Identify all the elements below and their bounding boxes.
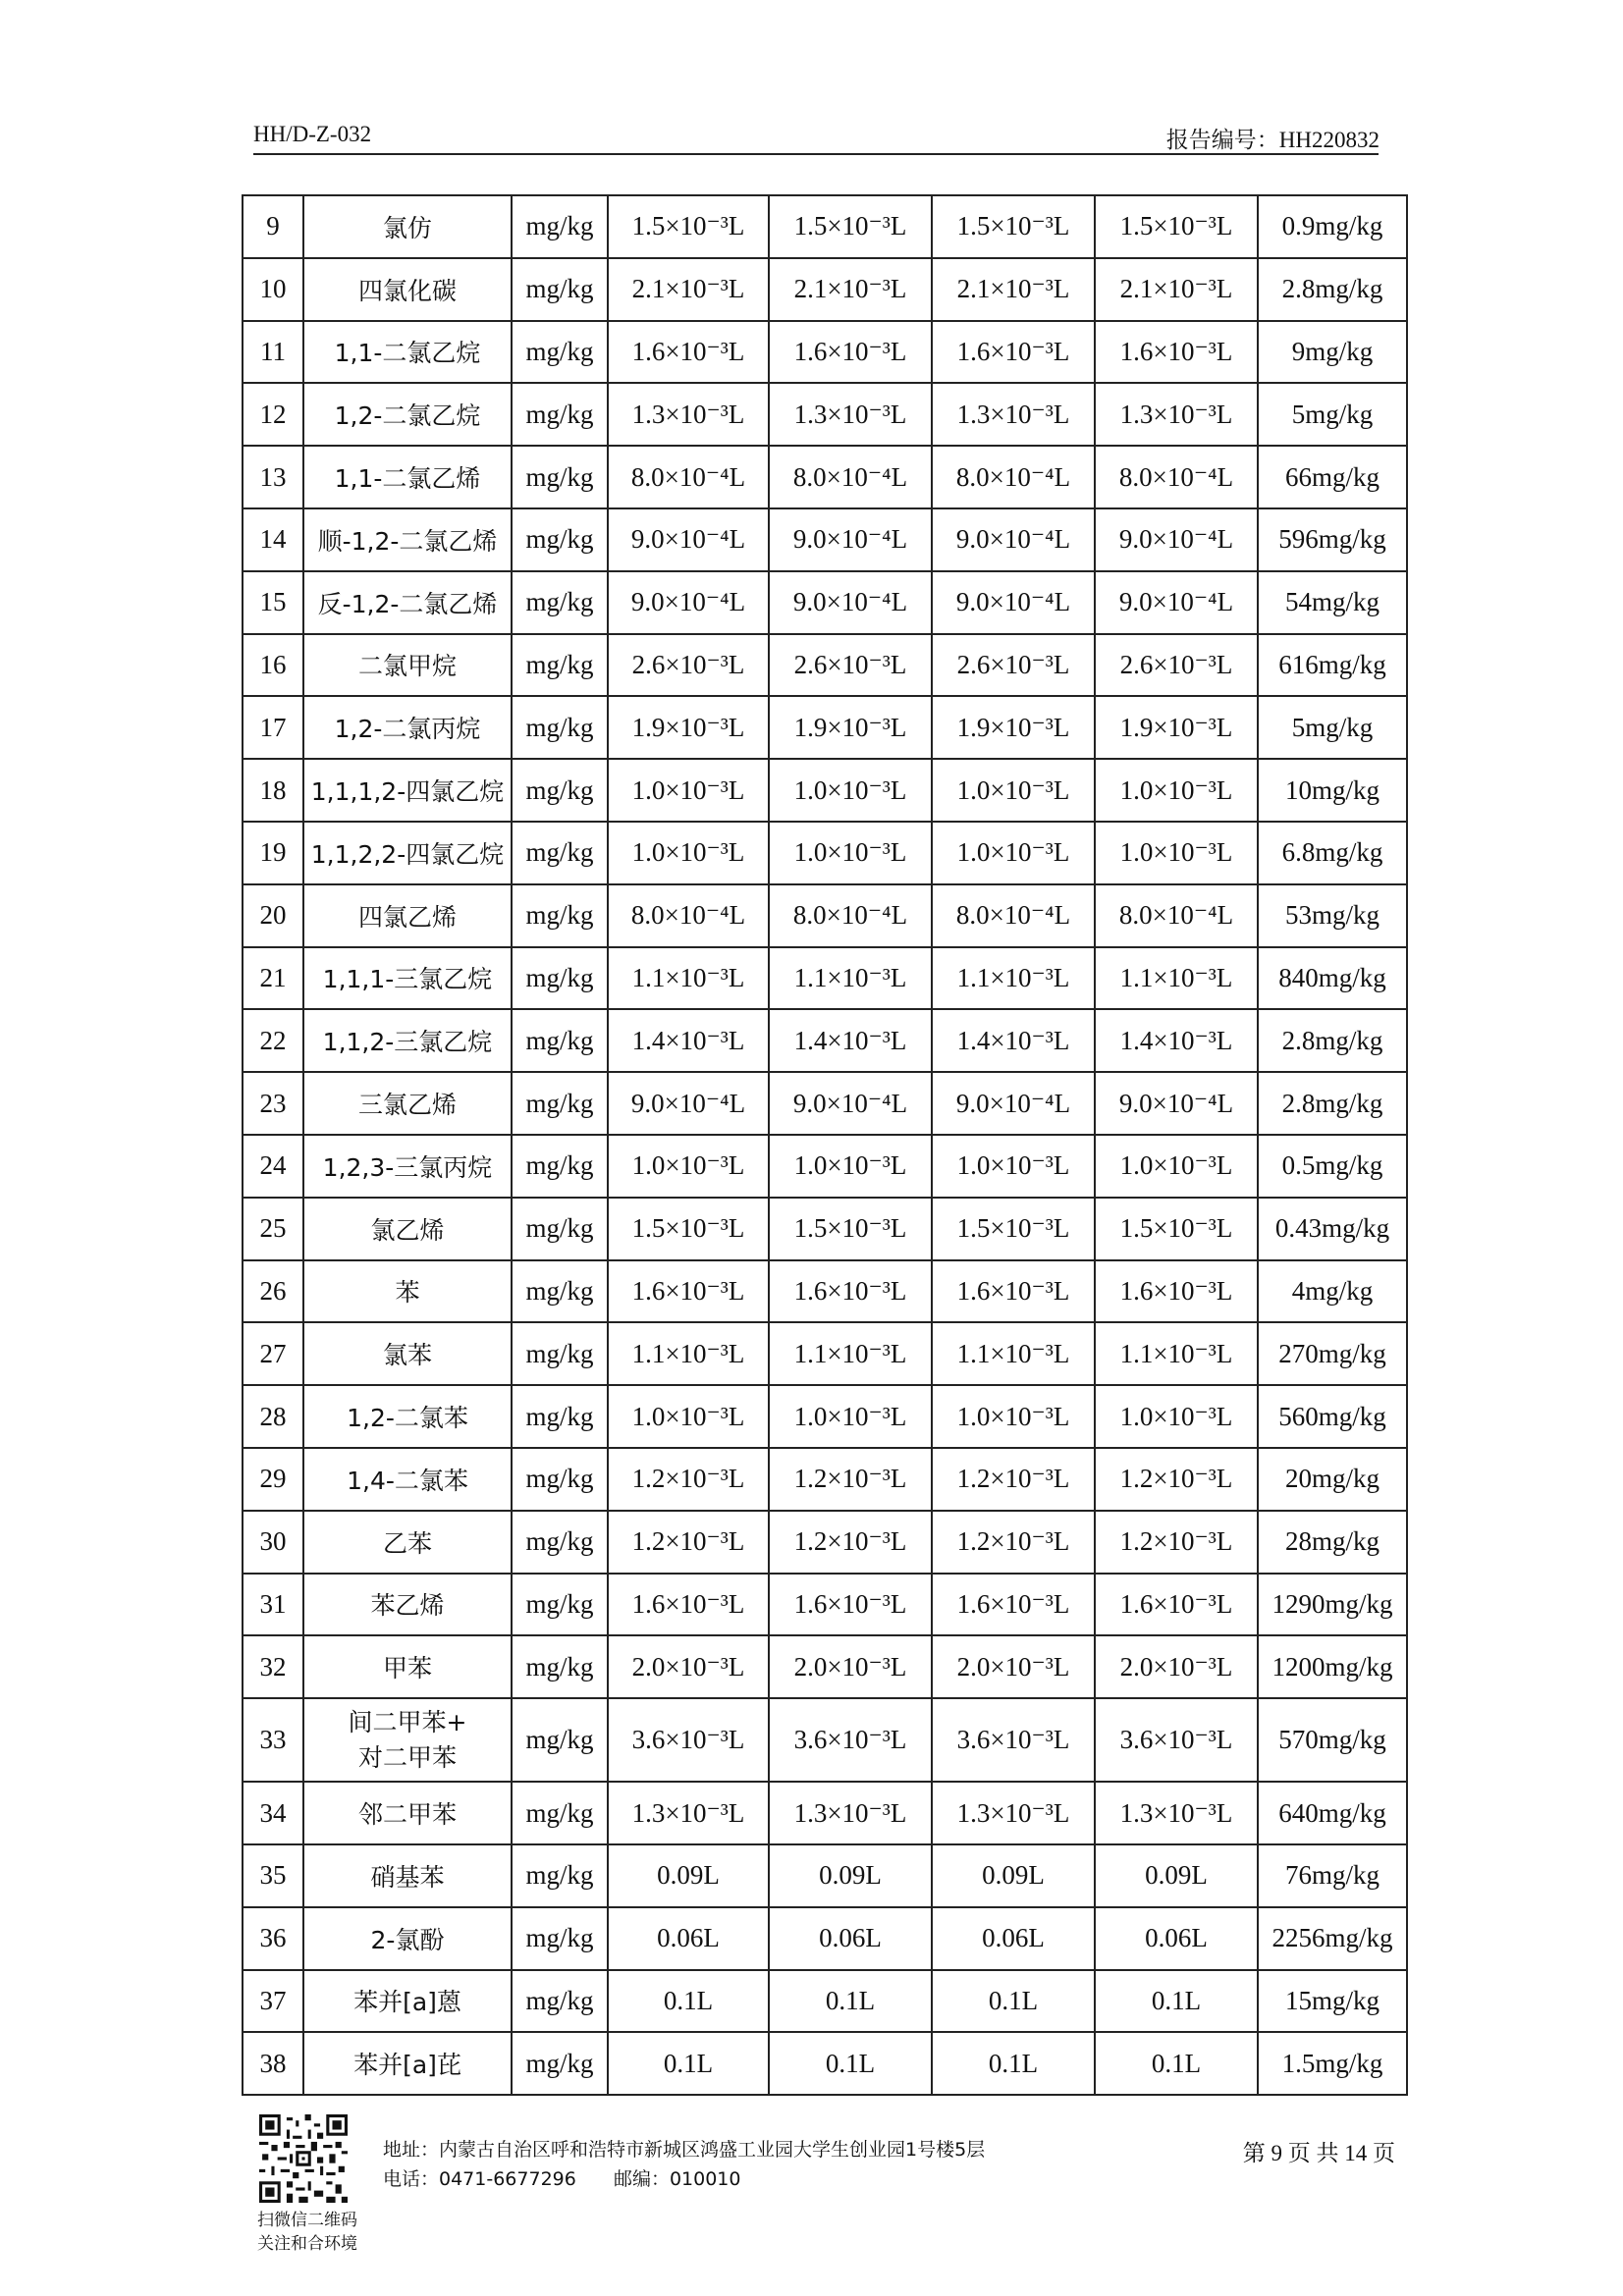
screening-limit-cell: 5mg/kg xyxy=(1258,696,1407,759)
pollutant-name-cell: 邻二甲苯 xyxy=(303,1782,512,1844)
result-4-cell: 1.0×10⁻³L xyxy=(1095,759,1258,822)
row-number-cell: 25 xyxy=(243,1198,303,1260)
result-3-cell: 1.3×10⁻³L xyxy=(932,383,1095,446)
table-body xyxy=(243,195,1407,2095)
screening-limit-cell: 570mg/kg xyxy=(1258,1698,1407,1782)
row-number-cell: 22 xyxy=(243,1009,303,1072)
result-4-cell: 1.2×10⁻³L xyxy=(1095,1511,1258,1574)
result-3-cell: 1.6×10⁻³L xyxy=(932,1574,1095,1636)
table-row xyxy=(243,1135,1407,1198)
row-number-cell: 28 xyxy=(243,1385,303,1448)
result-4-cell: 8.0×10⁻⁴L xyxy=(1095,446,1258,508)
result-3-cell: 1.3×10⁻³L xyxy=(932,1782,1095,1844)
result-4-cell: 9.0×10⁻⁴L xyxy=(1095,571,1258,634)
result-1-cell: 0.1L xyxy=(608,1970,769,2033)
result-2-cell: 1.0×10⁻³L xyxy=(769,822,932,884)
pollutant-name-cell: 甲苯 xyxy=(303,1635,512,1698)
result-3-cell: 9.0×10⁻⁴L xyxy=(932,1072,1095,1135)
pollutant-name-cell: 硝基苯 xyxy=(303,1844,512,1907)
screening-limit-cell: 640mg/kg xyxy=(1258,1782,1407,1844)
result-1-cell: 1.2×10⁻³L xyxy=(608,1448,769,1511)
result-2-cell: 8.0×10⁻⁴L xyxy=(769,884,932,947)
screening-limit-cell: 616mg/kg xyxy=(1258,634,1407,697)
result-3-cell: 1.5×10⁻³L xyxy=(932,195,1095,258)
result-2-cell: 1.6×10⁻³L xyxy=(769,321,932,384)
table-row xyxy=(243,258,1407,321)
result-4-cell: 9.0×10⁻⁴L xyxy=(1095,508,1258,571)
result-4-cell: 1.5×10⁻³L xyxy=(1095,195,1258,258)
row-number-cell: 18 xyxy=(243,759,303,822)
result-1-cell: 8.0×10⁻⁴L xyxy=(608,884,769,947)
pollutant-name-cell: 氯苯 xyxy=(303,1322,512,1385)
table-row xyxy=(243,1844,1407,1907)
qr-caption-line-1: 扫微信二维码 xyxy=(257,2211,357,2230)
table-row xyxy=(243,1385,1407,1448)
result-3-cell: 1.6×10⁻³L xyxy=(932,1260,1095,1323)
table-row xyxy=(243,634,1407,697)
pollutant-name-cell: 1,1-二氯乙烯 xyxy=(303,446,512,508)
result-4-cell: 1.4×10⁻³L xyxy=(1095,1009,1258,1072)
table-row xyxy=(243,1009,1407,1072)
result-2-cell: 2.1×10⁻³L xyxy=(769,258,932,321)
table-row xyxy=(243,383,1407,446)
result-2-cell: 1.3×10⁻³L xyxy=(769,383,932,446)
result-4-cell: 1.0×10⁻³L xyxy=(1095,1385,1258,1448)
result-1-cell: 1.3×10⁻³L xyxy=(608,383,769,446)
result-1-cell: 1.3×10⁻³L xyxy=(608,1782,769,1844)
pollutant-name-cell: 乙苯 xyxy=(303,1511,512,1574)
row-number-cell: 24 xyxy=(243,1135,303,1198)
unit-cell: mg/kg xyxy=(512,1009,608,1072)
result-3-cell: 1.6×10⁻³L xyxy=(932,321,1095,384)
screening-limit-cell: 2.8mg/kg xyxy=(1258,1009,1407,1072)
result-4-cell: 1.6×10⁻³L xyxy=(1095,321,1258,384)
result-4-cell: 1.3×10⁻³L xyxy=(1095,1782,1258,1844)
pollutant-name-cell: 苯并[a]蒽 xyxy=(303,1970,512,2033)
unit-cell: mg/kg xyxy=(512,1698,608,1782)
screening-limit-cell: 1290mg/kg xyxy=(1258,1574,1407,1636)
unit-cell: mg/kg xyxy=(512,822,608,884)
pollutant-name-cell: 苯 xyxy=(303,1260,512,1323)
table-row xyxy=(243,1448,1407,1511)
result-3-cell: 0.06L xyxy=(932,1907,1095,1970)
result-1-cell: 0.1L xyxy=(608,2032,769,2095)
footer-contact xyxy=(383,2135,985,2194)
unit-cell: mg/kg xyxy=(512,1907,608,1970)
row-number-cell: 19 xyxy=(243,822,303,884)
result-1-cell: 1.0×10⁻³L xyxy=(608,1135,769,1198)
screening-limit-cell: 10mg/kg xyxy=(1258,759,1407,822)
row-number-cell: 17 xyxy=(243,696,303,759)
result-3-cell: 3.6×10⁻³L xyxy=(932,1698,1095,1782)
result-3-cell: 8.0×10⁻⁴L xyxy=(932,446,1095,508)
result-3-cell: 1.5×10⁻³L xyxy=(932,1198,1095,1260)
unit-cell: mg/kg xyxy=(512,258,608,321)
result-2-cell: 1.5×10⁻³L xyxy=(769,1198,932,1260)
table-row xyxy=(243,1072,1407,1135)
result-1-cell: 2.1×10⁻³L xyxy=(608,258,769,321)
screening-limit-cell: 20mg/kg xyxy=(1258,1448,1407,1511)
result-3-cell: 1.0×10⁻³L xyxy=(932,1385,1095,1448)
result-4-cell: 3.6×10⁻³L xyxy=(1095,1698,1258,1782)
result-3-cell: 0.1L xyxy=(932,2032,1095,2095)
result-2-cell: 1.0×10⁻³L xyxy=(769,1385,932,1448)
row-number-cell: 26 xyxy=(243,1260,303,1323)
screening-limit-cell: 0.9mg/kg xyxy=(1258,195,1407,258)
result-1-cell: 9.0×10⁻⁴L xyxy=(608,508,769,571)
result-3-cell: 1.1×10⁻³L xyxy=(932,1322,1095,1385)
unit-cell: mg/kg xyxy=(512,1844,608,1907)
row-number-cell: 23 xyxy=(243,1072,303,1135)
table-row xyxy=(243,321,1407,384)
result-1-cell: 1.5×10⁻³L xyxy=(608,1198,769,1260)
result-2-cell: 3.6×10⁻³L xyxy=(769,1698,932,1782)
footer-address: 地址：内蒙古自治区呼和浩特市新城区鸿盛工业园大学生创业园1号楼5层 xyxy=(383,2139,986,2161)
screening-limit-cell: 560mg/kg xyxy=(1258,1385,1407,1448)
unit-cell: mg/kg xyxy=(512,1322,608,1385)
row-number-cell: 21 xyxy=(243,947,303,1010)
unit-cell: mg/kg xyxy=(512,321,608,384)
table-row xyxy=(243,195,1407,258)
result-1-cell: 2.0×10⁻³L xyxy=(608,1635,769,1698)
screening-limit-cell: 4mg/kg xyxy=(1258,1260,1407,1323)
result-2-cell: 1.4×10⁻³L xyxy=(769,1009,932,1072)
row-number-cell: 11 xyxy=(243,321,303,384)
result-2-cell: 1.9×10⁻³L xyxy=(769,696,932,759)
header-rule xyxy=(253,153,1379,155)
result-3-cell: 2.0×10⁻³L xyxy=(932,1635,1095,1698)
result-4-cell: 1.5×10⁻³L xyxy=(1095,1198,1258,1260)
pollutant-name-cell: 二氯甲烷 xyxy=(303,634,512,697)
row-number-cell: 29 xyxy=(243,1448,303,1511)
result-2-cell: 9.0×10⁻⁴L xyxy=(769,1072,932,1135)
result-1-cell: 8.0×10⁻⁴L xyxy=(608,446,769,508)
result-4-cell: 0.09L xyxy=(1095,1844,1258,1907)
result-1-cell: 1.6×10⁻³L xyxy=(608,1574,769,1636)
pollutant-name-cell xyxy=(303,1698,512,1782)
screening-limit-cell: 66mg/kg xyxy=(1258,446,1407,508)
screening-limit-cell: 0.5mg/kg xyxy=(1258,1135,1407,1198)
table-row xyxy=(243,508,1407,571)
pollutant-name-cell: 1,1,2,2-四氯乙烷 xyxy=(303,822,512,884)
row-number-cell: 9 xyxy=(243,195,303,258)
row-number-cell: 35 xyxy=(243,1844,303,1907)
table-row xyxy=(243,1574,1407,1636)
pollutant-name-cell: 1,1-二氯乙烷 xyxy=(303,321,512,384)
result-2-cell: 0.06L xyxy=(769,1907,932,1970)
result-2-cell: 1.2×10⁻³L xyxy=(769,1511,932,1574)
unit-cell: mg/kg xyxy=(512,1574,608,1636)
screening-limit-cell: 596mg/kg xyxy=(1258,508,1407,571)
screening-limit-cell: 15mg/kg xyxy=(1258,1970,1407,2033)
result-3-cell: 0.09L xyxy=(932,1844,1095,1907)
result-3-cell: 1.0×10⁻³L xyxy=(932,822,1095,884)
unit-cell: mg/kg xyxy=(512,1448,608,1511)
unit-cell: mg/kg xyxy=(512,1511,608,1574)
table-row xyxy=(243,2032,1407,2095)
pollutant-name-cell: 苯并[a]芘 xyxy=(303,2032,512,2095)
result-4-cell: 0.1L xyxy=(1095,1970,1258,2033)
pollutant-name-cell: 四氯乙烯 xyxy=(303,884,512,947)
row-number-cell: 27 xyxy=(243,1322,303,1385)
result-1-cell: 9.0×10⁻⁴L xyxy=(608,1072,769,1135)
result-3-cell: 1.4×10⁻³L xyxy=(932,1009,1095,1072)
row-number-cell: 31 xyxy=(243,1574,303,1636)
table-row xyxy=(243,1782,1407,1844)
unit-cell: mg/kg xyxy=(512,759,608,822)
header-doc-code: HH/D-Z-032 xyxy=(253,122,372,146)
result-1-cell: 0.06L xyxy=(608,1907,769,1970)
result-4-cell: 8.0×10⁻⁴L xyxy=(1095,884,1258,947)
row-number-cell: 16 xyxy=(243,634,303,697)
row-number-cell: 10 xyxy=(243,258,303,321)
result-4-cell: 0.06L xyxy=(1095,1907,1258,1970)
unit-cell: mg/kg xyxy=(512,383,608,446)
table-row xyxy=(243,822,1407,884)
result-2-cell: 2.6×10⁻³L xyxy=(769,634,932,697)
unit-cell: mg/kg xyxy=(512,1782,608,1844)
screening-limit-cell: 28mg/kg xyxy=(1258,1511,1407,1574)
footer-postcode: 邮编：010010 xyxy=(613,2168,741,2190)
result-3-cell: 2.6×10⁻³L xyxy=(932,634,1095,697)
result-1-cell: 1.0×10⁻³L xyxy=(608,822,769,884)
screening-limit-cell: 840mg/kg xyxy=(1258,947,1407,1010)
result-2-cell: 0.09L xyxy=(769,1844,932,1907)
result-4-cell: 1.1×10⁻³L xyxy=(1095,1322,1258,1385)
screening-limit-cell: 76mg/kg xyxy=(1258,1844,1407,1907)
pollutant-name-line-2: 对二甲苯 xyxy=(357,1742,457,1772)
pollutant-name-cell: 苯乙烯 xyxy=(303,1574,512,1636)
screening-limit-cell: 2.8mg/kg xyxy=(1258,258,1407,321)
unit-cell: mg/kg xyxy=(512,1260,608,1323)
results-table xyxy=(242,194,1408,2096)
footer-phone: 电话：0471-6677296 xyxy=(383,2168,576,2190)
result-2-cell: 1.6×10⁻³L xyxy=(769,1574,932,1636)
result-4-cell: 2.1×10⁻³L xyxy=(1095,258,1258,321)
table-row xyxy=(243,1322,1407,1385)
pollutant-name-cell: 四氯化碳 xyxy=(303,258,512,321)
table-row xyxy=(243,696,1407,759)
pollutant-name-cell: 反-1,2-二氯乙烯 xyxy=(303,571,512,634)
table-row xyxy=(243,1260,1407,1323)
pollutant-name-cell: 1,1,1,2-四氯乙烷 xyxy=(303,759,512,822)
row-number-cell: 36 xyxy=(243,1907,303,1970)
unit-cell: mg/kg xyxy=(512,508,608,571)
result-4-cell: 1.6×10⁻³L xyxy=(1095,1260,1258,1323)
row-number-cell: 32 xyxy=(243,1635,303,1698)
qr-caption xyxy=(257,2209,357,2256)
row-number-cell: 34 xyxy=(243,1782,303,1844)
pollutant-name-cell: 1,2,3-三氯丙烷 xyxy=(303,1135,512,1198)
result-2-cell: 1.3×10⁻³L xyxy=(769,1782,932,1844)
result-2-cell: 1.0×10⁻³L xyxy=(769,759,932,822)
unit-cell: mg/kg xyxy=(512,1072,608,1135)
row-number-cell: 12 xyxy=(243,383,303,446)
result-1-cell: 0.09L xyxy=(608,1844,769,1907)
unit-cell: mg/kg xyxy=(512,195,608,258)
result-3-cell: 9.0×10⁻⁴L xyxy=(932,571,1095,634)
unit-cell: mg/kg xyxy=(512,1635,608,1698)
unit-cell: mg/kg xyxy=(512,1385,608,1448)
result-1-cell: 1.0×10⁻³L xyxy=(608,759,769,822)
result-1-cell: 1.5×10⁻³L xyxy=(608,195,769,258)
result-4-cell: 1.6×10⁻³L xyxy=(1095,1574,1258,1636)
result-1-cell: 1.0×10⁻³L xyxy=(608,1385,769,1448)
unit-cell: mg/kg xyxy=(512,2032,608,2095)
result-1-cell: 1.1×10⁻³L xyxy=(608,1322,769,1385)
pollutant-name-cell: 1,1,2-三氯乙烷 xyxy=(303,1009,512,1072)
screening-limit-cell: 54mg/kg xyxy=(1258,571,1407,634)
footer-phone-line xyxy=(383,2164,985,2194)
result-2-cell: 1.5×10⁻³L xyxy=(769,195,932,258)
result-4-cell: 9.0×10⁻⁴L xyxy=(1095,1072,1258,1135)
row-number-cell: 13 xyxy=(243,446,303,508)
screening-limit-cell: 9mg/kg xyxy=(1258,321,1407,384)
table-row xyxy=(243,571,1407,634)
pollutant-name-cell: 1,2-二氯乙烷 xyxy=(303,383,512,446)
pollutant-name-cell: 氯仿 xyxy=(303,195,512,258)
row-number-cell: 38 xyxy=(243,2032,303,2095)
result-1-cell: 1.4×10⁻³L xyxy=(608,1009,769,1072)
row-number-cell: 15 xyxy=(243,571,303,634)
unit-cell: mg/kg xyxy=(512,884,608,947)
row-number-cell: 14 xyxy=(243,508,303,571)
result-3-cell: 1.0×10⁻³L xyxy=(932,1135,1095,1198)
result-1-cell: 3.6×10⁻³L xyxy=(608,1698,769,1782)
qr-code-icon xyxy=(259,2114,348,2203)
result-1-cell: 1.6×10⁻³L xyxy=(608,321,769,384)
row-number-cell: 33 xyxy=(243,1698,303,1782)
screening-limit-cell: 2256mg/kg xyxy=(1258,1907,1407,1970)
result-2-cell: 9.0×10⁻⁴L xyxy=(769,508,932,571)
qr-caption-line-2: 关注和合环境 xyxy=(257,2234,357,2254)
result-4-cell: 1.0×10⁻³L xyxy=(1095,1135,1258,1198)
result-3-cell: 1.2×10⁻³L xyxy=(932,1448,1095,1511)
table-row xyxy=(243,1698,1407,1782)
header-report-number: 报告编号：HH220832 xyxy=(1165,128,1380,152)
row-number-cell: 37 xyxy=(243,1970,303,2033)
screening-limit-cell: 5mg/kg xyxy=(1258,383,1407,446)
result-3-cell: 8.0×10⁻⁴L xyxy=(932,884,1095,947)
result-3-cell: 0.1L xyxy=(932,1970,1095,2033)
result-2-cell: 2.0×10⁻³L xyxy=(769,1635,932,1698)
unit-cell: mg/kg xyxy=(512,947,608,1010)
result-2-cell: 1.1×10⁻³L xyxy=(769,1322,932,1385)
unit-cell: mg/kg xyxy=(512,1970,608,2033)
result-1-cell: 1.9×10⁻³L xyxy=(608,696,769,759)
result-1-cell: 1.6×10⁻³L xyxy=(608,1260,769,1323)
result-3-cell: 1.1×10⁻³L xyxy=(932,947,1095,1010)
result-2-cell: 9.0×10⁻⁴L xyxy=(769,571,932,634)
table-row xyxy=(243,1511,1407,1574)
result-2-cell: 1.0×10⁻³L xyxy=(769,1135,932,1198)
pollutant-name-cell: 1,1,1-三氯乙烷 xyxy=(303,947,512,1010)
unit-cell: mg/kg xyxy=(512,446,608,508)
screening-limit-cell: 0.43mg/kg xyxy=(1258,1198,1407,1260)
pollutant-name-cell: 1,2-二氯苯 xyxy=(303,1385,512,1448)
result-4-cell: 0.1L xyxy=(1095,2032,1258,2095)
table-row xyxy=(243,1635,1407,1698)
result-4-cell: 1.0×10⁻³L xyxy=(1095,822,1258,884)
pollutant-name-line-1: 间二甲苯+ xyxy=(348,1707,467,1736)
table-row xyxy=(243,759,1407,822)
table-row xyxy=(243,884,1407,947)
screening-limit-cell: 6.8mg/kg xyxy=(1258,822,1407,884)
table-row xyxy=(243,1198,1407,1260)
result-4-cell: 2.0×10⁻³L xyxy=(1095,1635,1258,1698)
pollutant-name-cell: 2-氯酚 xyxy=(303,1907,512,1970)
result-4-cell: 1.2×10⁻³L xyxy=(1095,1448,1258,1511)
page-number: 第 9 页 共 14 页 xyxy=(1242,2141,1395,2165)
result-4-cell: 2.6×10⁻³L xyxy=(1095,634,1258,697)
result-1-cell: 1.1×10⁻³L xyxy=(608,947,769,1010)
result-1-cell: 9.0×10⁻⁴L xyxy=(608,571,769,634)
result-4-cell: 1.9×10⁻³L xyxy=(1095,696,1258,759)
unit-cell: mg/kg xyxy=(512,1135,608,1198)
screening-limit-cell: 2.8mg/kg xyxy=(1258,1072,1407,1135)
result-3-cell: 1.0×10⁻³L xyxy=(932,759,1095,822)
pollutant-name-cell: 1,2-二氯丙烷 xyxy=(303,696,512,759)
table-row xyxy=(243,1970,1407,2033)
result-4-cell: 1.1×10⁻³L xyxy=(1095,947,1258,1010)
result-3-cell: 2.1×10⁻³L xyxy=(932,258,1095,321)
pollutant-name-cell: 顺-1,2-二氯乙烯 xyxy=(303,508,512,571)
table-row xyxy=(243,446,1407,508)
pollutant-name-cell: 三氯乙烯 xyxy=(303,1072,512,1135)
result-2-cell: 1.6×10⁻³L xyxy=(769,1260,932,1323)
result-2-cell: 8.0×10⁻⁴L xyxy=(769,446,932,508)
result-2-cell: 1.2×10⁻³L xyxy=(769,1448,932,1511)
screening-limit-cell: 1.5mg/kg xyxy=(1258,2032,1407,2095)
result-3-cell: 1.2×10⁻³L xyxy=(932,1511,1095,1574)
pollutant-name-cell: 1,4-二氯苯 xyxy=(303,1448,512,1511)
unit-cell: mg/kg xyxy=(512,571,608,634)
result-3-cell: 1.9×10⁻³L xyxy=(932,696,1095,759)
result-3-cell: 9.0×10⁻⁴L xyxy=(932,508,1095,571)
pollutant-name-cell: 氯乙烯 xyxy=(303,1198,512,1260)
table-row xyxy=(243,1907,1407,1970)
table-row xyxy=(243,947,1407,1010)
unit-cell: mg/kg xyxy=(512,696,608,759)
result-4-cell: 1.3×10⁻³L xyxy=(1095,383,1258,446)
result-1-cell: 1.2×10⁻³L xyxy=(608,1511,769,1574)
screening-limit-cell: 1200mg/kg xyxy=(1258,1635,1407,1698)
screening-limit-cell: 270mg/kg xyxy=(1258,1322,1407,1385)
row-number-cell: 20 xyxy=(243,884,303,947)
unit-cell: mg/kg xyxy=(512,1198,608,1260)
result-1-cell: 2.6×10⁻³L xyxy=(608,634,769,697)
screening-limit-cell: 53mg/kg xyxy=(1258,884,1407,947)
row-number-cell: 30 xyxy=(243,1511,303,1574)
unit-cell: mg/kg xyxy=(512,634,608,697)
result-2-cell: 0.1L xyxy=(769,2032,932,2095)
result-2-cell: 1.1×10⁻³L xyxy=(769,947,932,1010)
result-2-cell: 0.1L xyxy=(769,1970,932,2033)
